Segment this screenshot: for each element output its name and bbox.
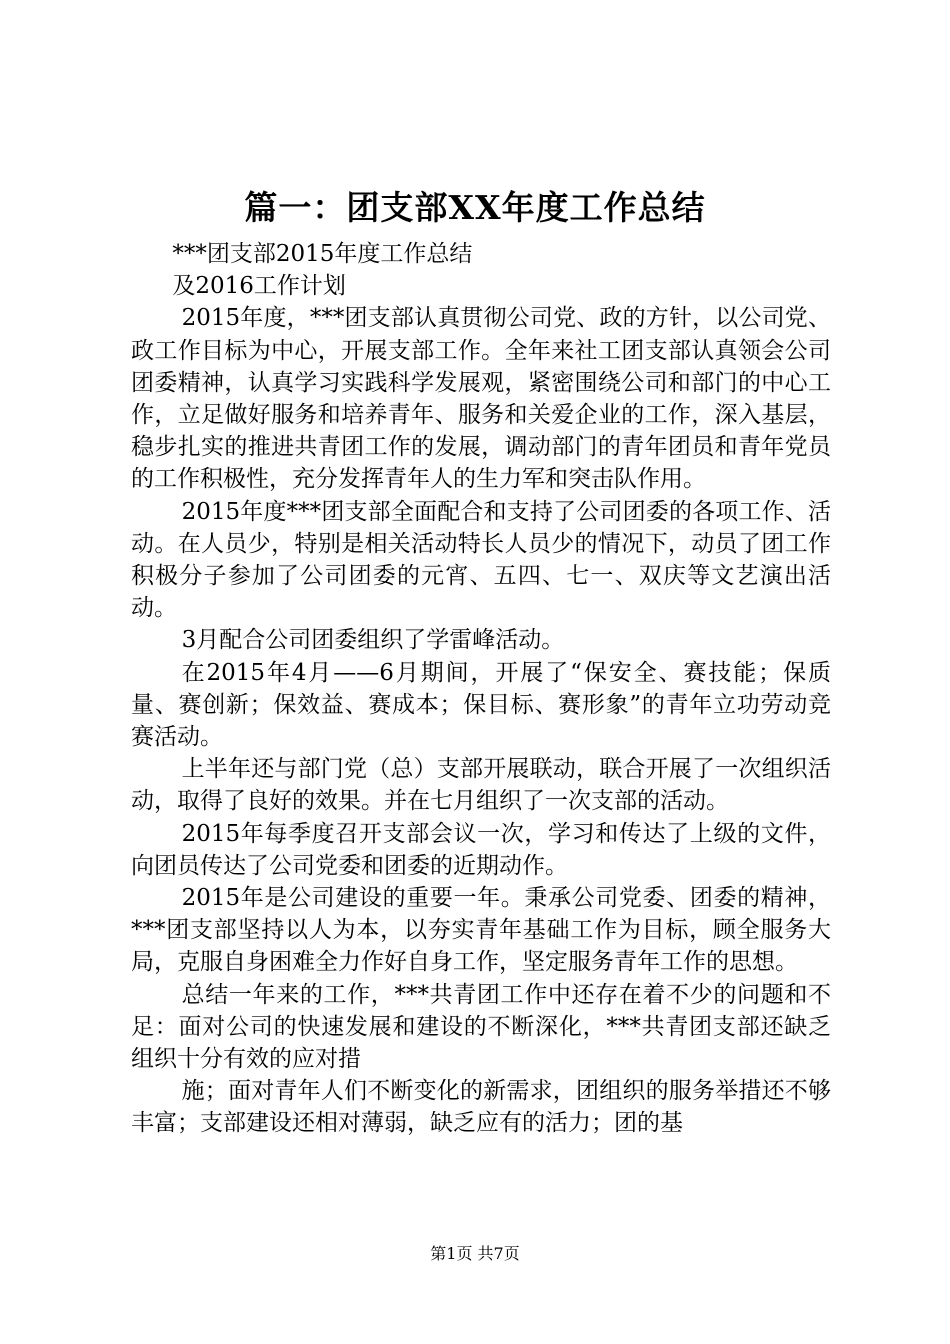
paragraph: 总结一年来的工作，***共青团工作中还存在着不少的问题和不足：面对公司的快速发展和建设的不断深化，***共青团支部还缺乏组织十分有效的应对措 — [131, 981, 831, 1073]
paragraph: ***团支部2015年度工作总结 — [172, 241, 473, 267]
paragraph: 2015年度***团支部全面配合和支持了公司团委的各项工作、活动。在人员少，特别是相关活动特长人员少的情况下，动员了团工作积极分子参加了公司团委的元宵、五四、七一、双庆等文艺演出活动。 — [131, 498, 831, 622]
paragraph: 及2016工作计划 — [172, 273, 346, 300]
paragraph: 上半年还与部门党（总）支部开展联动，联合开展了一次组织活动，取得了良好的效果。并在七月组织了一次支部的活动。 — [131, 756, 831, 815]
document-body — [131, 238, 831, 1140]
paragraph: 施；面对青年人们不断变化的新需求，团组织的服务举措还不够丰富；支部建设还相对薄弱，缺乏应有的活力；团的基 — [131, 1078, 831, 1137]
paragraph: 2015年度，***团支部认真贯彻公司党、政的方针，以公司党、政工作目标为中心，开展支部工作。全年来社工团支部认真领会公司团委精神，认真学习实践科学发展观，紧密围绕公司和部门的中心工作，立足做好服务和培养青年、服务和关爱企业的工作，深入基层，稳步扎实的推进共青团工作的发展，调动部门的青年团员和青年党员的工作积极性，充分发挥青年人的生力军和突击队作用。 — [131, 305, 831, 493]
paragraph: 在2015年4月——6月期间，开展了“保安全、赛技能；保质量、赛创新；保效益、赛成本；保目标、赛形象”的青年立功劳动竞赛活动。 — [131, 659, 831, 751]
paragraph: 2015年是公司建设的重要一年。秉承公司党委、团委的精神，***团支部坚持以人为本，以夯实青年基础工作为目标，顾全服务大局，克服自身困难全力作好自身工作，坚定服务青年工作的思想。 — [131, 885, 831, 976]
document-title: 篇一：团支部XX年度工作总结 — [244, 188, 706, 227]
paragraph: 2015年每季度召开支部会议一次，学习和传达了上级的文件，向团员传达了公司党委和团委的近期动作。 — [131, 820, 831, 879]
page-footer: 第1页 共7页 — [430, 1244, 520, 1263]
paragraph: 3月配合公司团委组织了学雷峰活动。 — [181, 627, 565, 654]
